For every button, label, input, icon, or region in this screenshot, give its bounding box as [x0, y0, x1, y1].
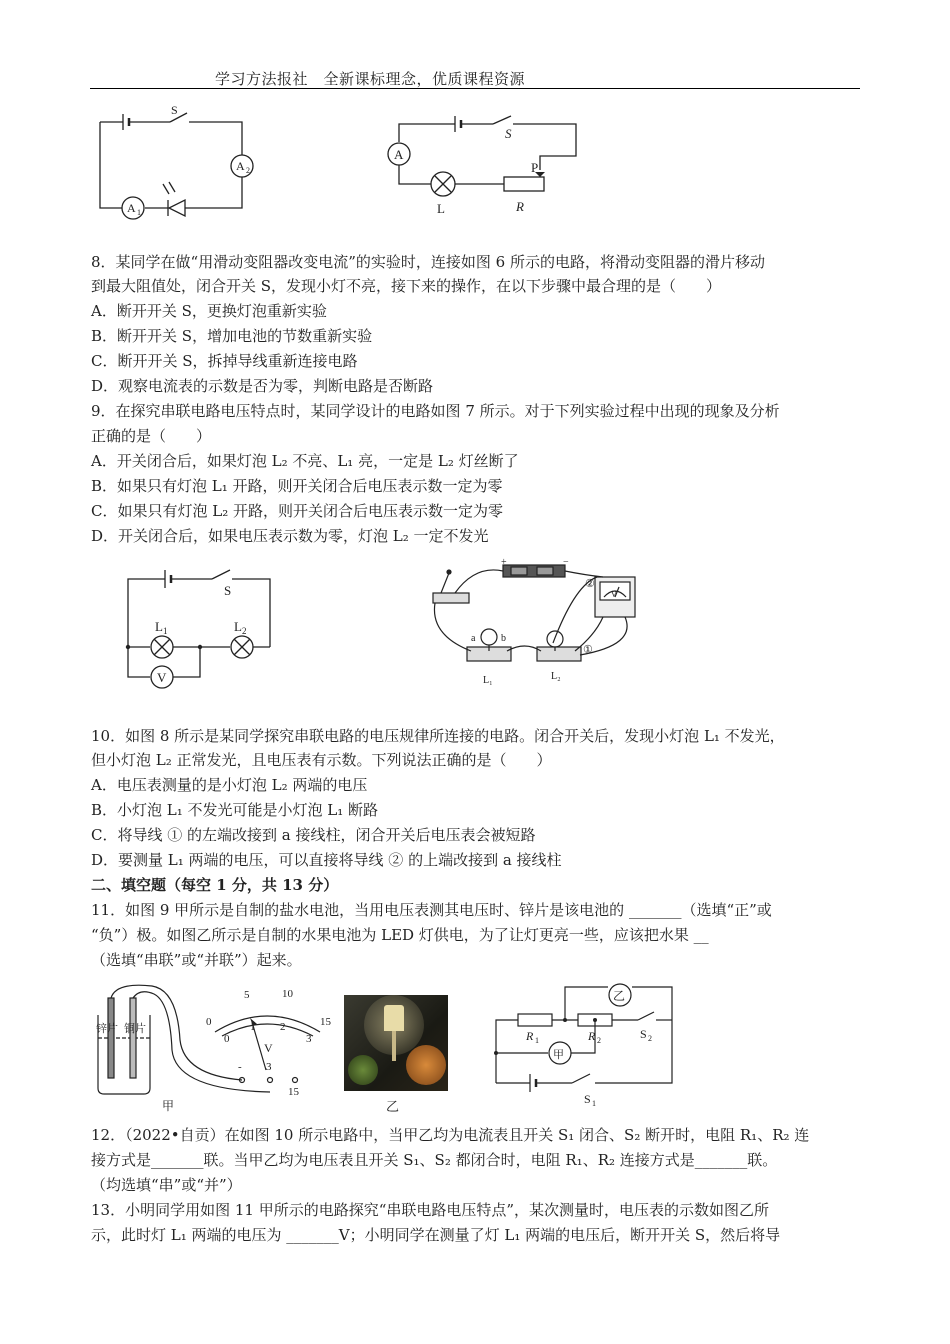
q8-option-c: C．断开开关 S，拆掉导线重新连接电路 — [91, 352, 358, 370]
meter-yi-label: 乙 — [613, 989, 626, 1003]
terminal-b: b — [501, 633, 506, 644]
section-title: 二、填空题（每空 1 分，共 13 分） — [91, 876, 339, 894]
q10-option-a: A．电压表测量的是小灯泡 L₂ 两端的电压 — [91, 776, 368, 794]
q9-stem-2: 正确的是（ ） — [91, 427, 212, 445]
svg-text:2: 2 — [246, 166, 250, 175]
switch-label-s: S — [505, 126, 512, 141]
circuit-fig10 — [490, 975, 680, 1110]
svg-text:1: 1 — [163, 626, 168, 636]
voltmeter-v: V — [611, 590, 617, 599]
ammeter-a2-label: A — [236, 159, 245, 173]
scale-top-15: 15 — [320, 1016, 331, 1028]
terminal-minus: - — [238, 1061, 242, 1073]
q9-option-b: B．如果只有灯泡 L₁ 开路，则开关闭合后电压表示数一定为零 — [91, 477, 503, 495]
lamp-label-l: L — [437, 201, 445, 216]
q13-line-1: 13．小明同学用如图 11 甲所示的电路探究“串联电路电压特点”，某次测量时，电压表的示数如图乙所 — [91, 1201, 770, 1219]
scale-bot-0: 0 — [224, 1033, 230, 1045]
q8-stem-2: 到最大阻值处，闭合开关 S，发现小灯不亮，接下来的操作，在以下步骤中最合理的是（ ） — [91, 277, 722, 295]
q11-line-2: “负”）极。如图乙所示是自制的水果电池为 LED 灯供电，为了让灯更亮一些，应该把水果 __ — [91, 926, 709, 944]
scale-bot-2: 2 — [280, 1021, 286, 1033]
q12-line-1: 12．（2022•自贡）在如图 10 所示电路中，当甲乙均为电流表且开关 S₁ 闭合、S₂ 断开时，电阻 R₁、R₂ 连 — [91, 1126, 810, 1144]
q10-option-b: B．小灯泡 L₁ 不发光可能是小灯泡 L₁ 断路 — [91, 801, 379, 819]
q10-option-c: C．将导线 ① 的左端改接到 a 接线柱，闭合开关后电压表会被短路 — [91, 826, 536, 844]
ammeter-a1-label: A — [127, 201, 136, 215]
circuit-physical-wiring — [425, 555, 645, 690]
scale-top-0: 0 — [206, 1016, 212, 1028]
svg-text:1: 1 — [535, 1036, 539, 1045]
q11-line-3: （选填“串联”或“并联”）起来。 — [91, 951, 302, 969]
wire-2-label: ② — [585, 578, 595, 590]
q8-option-d: D．观察电流表的示数是否为零，判断电路是否断路 — [91, 377, 434, 395]
meter-jia-label: 甲 — [553, 1049, 564, 1061]
figure-jia-label: 甲 — [162, 1099, 175, 1113]
wire-1-label: ① — [583, 644, 593, 656]
zinc-plate-label: 锌片 — [96, 1023, 118, 1035]
circuit-series-voltmeter — [120, 565, 280, 690]
scale-top-5: 5 — [244, 989, 250, 1001]
rheostat-label-r: R — [516, 199, 524, 214]
battery-minus: − — [563, 557, 569, 568]
svg-text:1: 1 — [592, 1099, 596, 1108]
voltmeter-label: V — [157, 670, 167, 685]
circuit-led-ammeters — [95, 100, 255, 215]
copper-plate-label: 铜片 — [124, 1023, 146, 1035]
ammeter-label: A — [394, 147, 404, 162]
switch-s1-label: S — [584, 1092, 591, 1106]
slider-label-p: P — [531, 160, 539, 175]
svg-text:2: 2 — [597, 1036, 601, 1045]
voltmeter-v: V — [264, 1041, 273, 1055]
photo-yi-label: 乙 — [386, 1100, 400, 1115]
q9-option-a: A．开关闭合后，如果灯泡 L₂ 不亮、L₁ 亮，一定是 L₂ 灯丝断了 — [91, 452, 519, 470]
q10-stem-2: 但小灯泡 L₂ 正常发光，且电压表有示数。下列说法正确的是（ ） — [91, 751, 552, 769]
lamp-l2-label: L — [234, 619, 242, 634]
q13-line-2: 示，此时灯 L₁ 两端的电压为 _______V；小明同学在测量了灯 L₁ 两端的电压后，断开开关 S，然后将导 — [91, 1226, 781, 1244]
header-rule — [90, 88, 860, 89]
battery-plus: + — [501, 557, 507, 568]
q12-line-2: 接方式是_______联。当甲乙均为电压表且开关 S₁、S₂ 都闭合时，电阻 R₁、R₂ 连接方式是_______联。 — [91, 1151, 778, 1169]
circuit-lamp-rheostat — [385, 112, 585, 222]
scale-bot-1: 1 — [250, 1021, 256, 1033]
resistor-r1-label: R — [526, 1029, 534, 1043]
salt-water-battery-figure — [92, 980, 342, 1115]
terminal-a: a — [471, 633, 476, 644]
svg-text:2: 2 — [242, 626, 247, 636]
switch-label-s: S — [171, 103, 178, 117]
scale-top-10: 10 — [282, 988, 293, 1000]
scale-bot-3: 3 — [306, 1033, 312, 1045]
switch-label-s: S — [224, 583, 232, 598]
q10-option-d: D．要测量 L₁ 两端的电压，可以直接将导线 ② 的上端改接到 a 接线柱 — [91, 851, 562, 869]
page-header: 学习方法报社 全新课标理念，优质课程资源 — [215, 70, 526, 88]
svg-text:2: 2 — [648, 1034, 652, 1043]
q8-option-b: B．断开开关 S，增加电池的节数重新实验 — [91, 327, 373, 345]
q10-stem-1: 10．如图 8 所示是某同学探究串联电路的电压规律所连接的电路。闭合开关后，发现小灯泡 L₁ 不发光， — [91, 727, 785, 745]
lamp-l2-label: L₂ — [551, 671, 561, 682]
q9-stem-1: 9．在探究串联电路电压特点时，某同学设计的电路如图 7 所示。对于下列实验过程中出现的现象及分析 — [91, 402, 780, 420]
resistor-r2-label: R — [588, 1029, 596, 1043]
q12-line-3: （均选填“串”或“并”） — [91, 1176, 242, 1194]
q8-stem-1: 8．某同学在做“用滑动变阻器改变电流”的实验时，连接如图 6 所示的电路，将滑动变阻器的滑片移动 — [91, 253, 765, 271]
q9-option-c: C．如果只有灯泡 L₂ 开路，则开关闭合后电压表示数一定为零 — [91, 502, 503, 520]
q9-option-d: D．开关闭合后，如果电压表示数为零，灯泡 L₂ 一定不发光 — [91, 527, 489, 545]
svg-text:1: 1 — [137, 208, 141, 217]
fruit-battery-photo — [344, 995, 448, 1091]
terminal-3: 3 — [266, 1061, 272, 1073]
lamp-l1-label: L₁ — [483, 675, 493, 686]
q11-line-1: 11．如图 9 甲所示是自制的盐水电池，当用电压表测其电压时、锌片是该电池的 _______（选填“正”或 — [91, 901, 772, 919]
q8-option-a: A．断开开关 S，更换灯泡重新实验 — [91, 302, 327, 320]
switch-s2-label: S — [640, 1027, 647, 1041]
lamp-l1-label: L — [155, 619, 163, 634]
terminal-15: 15 — [288, 1086, 299, 1098]
